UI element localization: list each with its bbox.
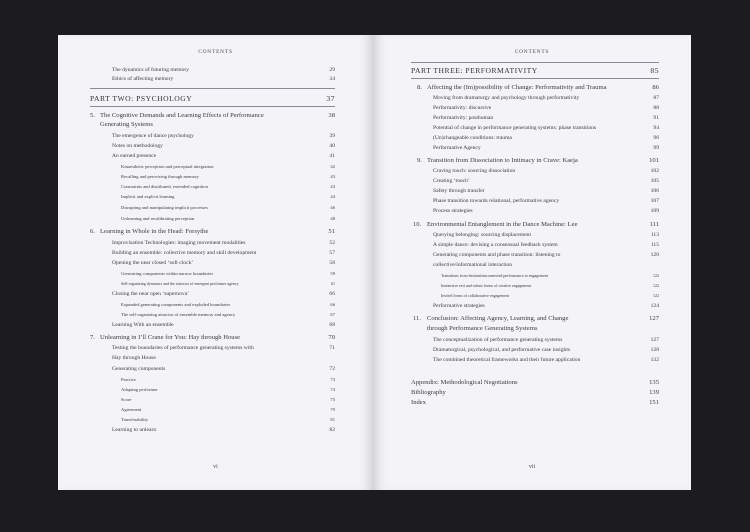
running-header: CONTENTS — [198, 49, 233, 55]
right-page: CONTENTS PART THREE: PERFORMATIVITY 85 8. Affecting the (Im)possibility of Change: Performativity and Trauma 86 Moving from dramaturgy and psychology through performativity 87 Performativity: discursive 88 Performativity: posthuman 91 Potential of change in performance generating systems: phase transitions 94 (Un)changeable conditions: trauma 96 Performative Agency 99 9. Transition from Dissociation to Intimacy in Crave: Kaeja 101 Craving touch: sourcing dissociation 102 Creating ‘touch’ 105 Safety through transfer 106 Phase transition towards relational, performative agency 107 Process strategies 109 10. Environmental Entanglement in the Dance Machine: Lee 111 Querying belonging: sourcing displacement 113 A simple dance: devising a consensual feedback system 115 Generating components and phase transition: listening to 120 collective/informational interaction Transitions from hesitant/unconnected performance to engagement 122 Immersive rest and robust forms of creative engagement 122 Invited forms of collaborative engagement 122 Performative strategies 124 11. Conclusion: Affecting Agency, Learning, and Change 127 through Performance Generating Systems The conceptualization of performance generating systems 127 Dramaturgical, psychological, and performative case insights 128 The combined theoretical frameworks and their future application 132 Appendix: Methodological Negotiations 135 Bibliography 139 Index 151 vii — [373, 35, 691, 490]
left-page: CONTENTS The dynamics of futuring memory 29 Ethics of affecting memory 34 PART TWO: PSYCHOLOGY 37 5. The Cognitive Demands and Learning Effects of Performance 38 Generating Systems The emergence of dance psychology 39 Notes on methodology 40 An earned presence 41 Kinaesthetic perception and perceptual integration 42 Recalling and perceiving through memory 43 Constraints and distributed, extended cognition 43 Implicit and explicit learning 44 Disrupting and manipulating implicit processes 46 Unlearning and recalibrating perception 48 6. Learning in Whole in the Head: Forsythe 51 Improvisation Technologies: imaging movement modalities 52 Building an ensemble: collective memory and skill development 57 Opening the near closed ‘soft clock’ 58 Generating components within narrow boundaries 59 Self-organizing dynamics and the attractor of emergent performer agency 61 Closing the near open ‘supernova’ 66 Expanded generating components and exploded boundaries 66 The self-organizing attractor of ensemble memory and agency 67 Learning With an ensemble 68 7. Unlearning in I’ll Crane for You: Hay through House 70 Testing the boundaries of performance generating systems with 71 Hay through House Generating components 72 Practice 73 Adapting performer 74 Score 75 Agreement 79 Transferability 81 Learning to unlearn 82 vi — [58, 35, 373, 490]
divider — [90, 88, 335, 89]
divider — [411, 62, 659, 63]
page-number: vi — [213, 464, 218, 470]
page-number: vii — [528, 464, 536, 470]
divider — [411, 78, 659, 79]
running-header: CONTENTS — [514, 49, 550, 55]
divider — [90, 106, 335, 107]
